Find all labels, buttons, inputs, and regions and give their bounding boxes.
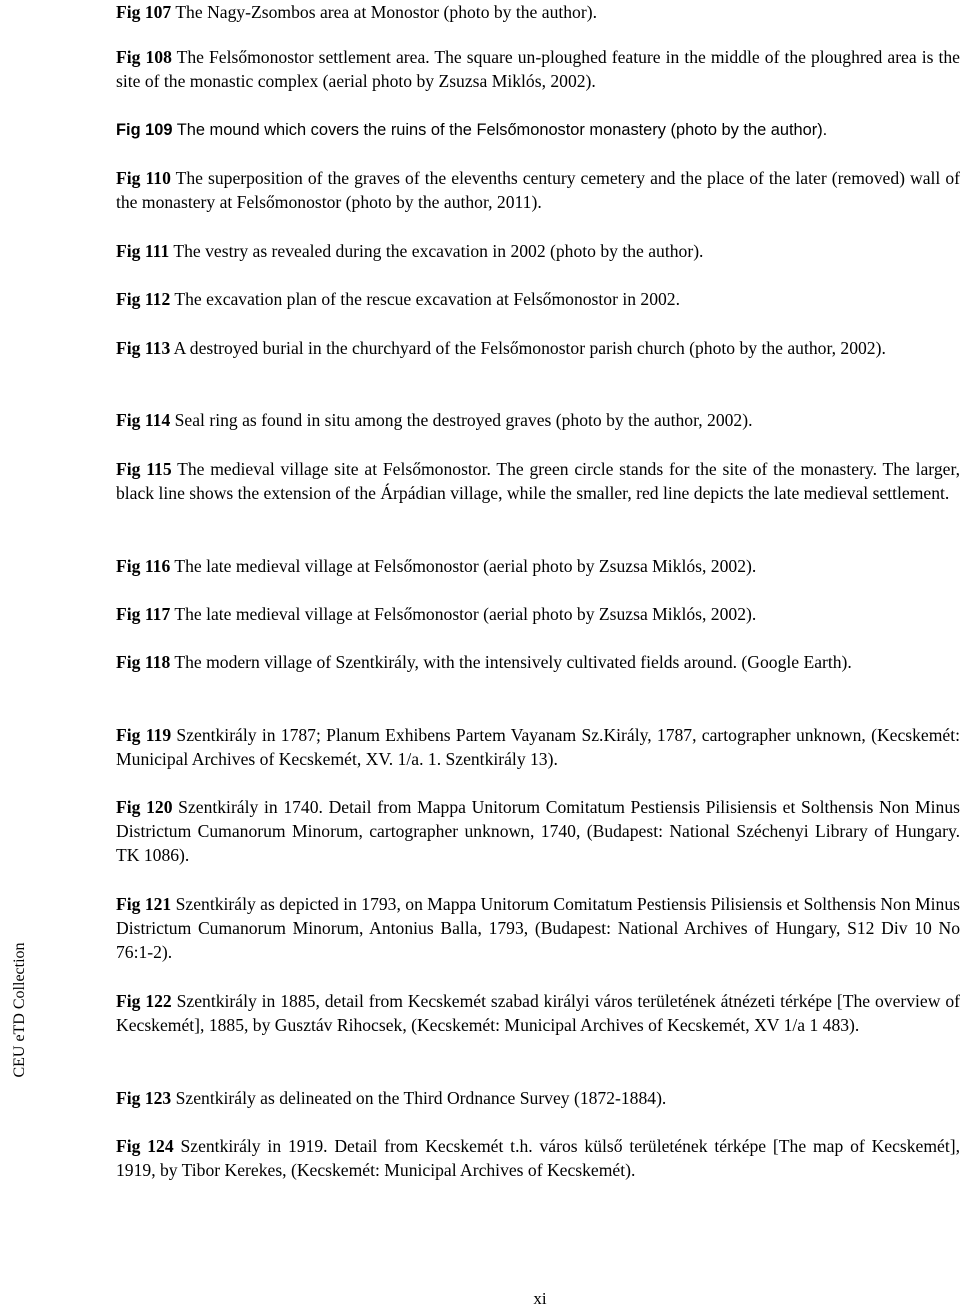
caption-text: Szentkirály as delineated on the Third Ordnance Survey (1872-1884). bbox=[171, 1088, 667, 1108]
caption-number: Fig 118 bbox=[116, 652, 171, 672]
caption-number: Fig 108 bbox=[116, 47, 172, 67]
caption-fig-115 bbox=[116, 457, 960, 505]
caption-fig-123 bbox=[116, 1086, 960, 1110]
caption-fig-111 bbox=[116, 239, 960, 263]
caption-text: Szentkirály in 1740. Detail from Mappa Unitorum Comitatum Pestiensis Pilisiensis et Solthensis Non Minus Districtum Cumanorum Minorum, cartographer unknown, 1740, (Budapest: National Széchenyi Library of Hungary. TK 1086). bbox=[116, 797, 960, 865]
caption-text: The mound which covers the ruins of the Felsőmonostor monastery (photo by the author). bbox=[172, 121, 828, 139]
caption-fig-110 bbox=[116, 166, 960, 214]
caption-text: The modern village of Szentkirály, with the intensively cultivated fields around. (Google Earth). bbox=[170, 652, 852, 672]
caption-number: Fig 111 bbox=[116, 241, 170, 261]
caption-text: The vestry as revealed during the excavation in 2002 (photo by the author). bbox=[169, 241, 704, 261]
caption-number: Fig 122 bbox=[116, 991, 172, 1011]
caption-text: The medieval village site at Felsőmonostor. The green circle stands for the site of the monastery. The larger, black line shows the extension of the Árpádian village, while the smaller, red line depicts the late medieval settlement. bbox=[116, 459, 960, 503]
caption-number: Fig 120 bbox=[116, 797, 173, 817]
caption-fig-113 bbox=[116, 336, 960, 360]
page-number: xi bbox=[533, 1289, 547, 1308]
caption-number: Fig 124 bbox=[116, 1136, 174, 1156]
caption-number: Fig 109 bbox=[116, 121, 173, 139]
caption-text: The superposition of the graves of the elevenths century cemetery and the place of the later (removed) wall of the monastery at Felsőmonostor (photo by the author, 2011). bbox=[116, 168, 960, 212]
caption-text: A destroyed burial in the churchyard of the Felsőmonostor parish church (photo by the author, 2002). bbox=[170, 338, 886, 358]
caption-text: The Felsőmonostor settlement area. The square un-ploughed feature in the middle of the ploughred area is the site of the monastic complex (aerial photo by Zsuzsa Miklós, 2002). bbox=[116, 47, 960, 91]
caption-fig-107 bbox=[116, 0, 960, 24]
caption-fig-116 bbox=[116, 554, 960, 578]
caption-number: Fig 110 bbox=[116, 168, 171, 188]
caption-number: Fig 112 bbox=[116, 289, 171, 309]
caption-fig-118 bbox=[116, 650, 960, 674]
caption-fig-117 bbox=[116, 602, 960, 626]
caption-number: Fig 119 bbox=[116, 725, 172, 745]
collection-watermark: CEU eTD Collection bbox=[11, 942, 28, 1078]
caption-number: Fig 123 bbox=[116, 1088, 172, 1108]
caption-number: Fig 121 bbox=[116, 894, 172, 914]
caption-number: Fig 115 bbox=[116, 459, 172, 479]
caption-number: Fig 114 bbox=[116, 410, 171, 430]
caption-text: The excavation plan of the rescue excavation at Felsőmonostor in 2002. bbox=[170, 289, 680, 309]
caption-fig-112 bbox=[116, 287, 960, 311]
caption-text: Szentkirály as depicted in 1793, on Mappa Unitorum Comitatum Pestiensis Pilisiensis et Solthensis Non Minus Districtum Cumanorum Minorum, Antonius Balla, 1793, (Budapest: National Archives of Hungary, S12 Div 10 No 76:1-2). bbox=[116, 894, 960, 962]
caption-fig-114 bbox=[116, 408, 960, 432]
caption-fig-121 bbox=[116, 892, 960, 964]
caption-number: Fig 117 bbox=[116, 604, 171, 624]
caption-text: Seal ring as found in situ among the destroyed graves (photo by the author, 2002). bbox=[170, 410, 753, 430]
caption-number: Fig 113 bbox=[116, 338, 171, 358]
caption-fig-119 bbox=[116, 723, 960, 771]
caption-text: The late medieval village at Felsőmonostor (aerial photo by Zsuzsa Miklós, 2002). bbox=[170, 604, 757, 624]
caption-number: Fig 107 bbox=[116, 2, 172, 22]
caption-text: Szentkirály in 1787; Planum Exhibens Partem Vayanam Sz.Király, 1787, cartographer unknown, (Kecskemét: Municipal Archives of Kecskemét, XV. 1/a. 1. Szentkirály 13). bbox=[116, 725, 960, 769]
caption-fig-122 bbox=[116, 989, 960, 1037]
caption-fig-108 bbox=[116, 45, 960, 93]
caption-fig-124 bbox=[116, 1134, 960, 1182]
caption-fig-120 bbox=[116, 795, 960, 867]
caption-text: The late medieval village at Felsőmonostor (aerial photo by Zsuzsa Miklós, 2002). bbox=[170, 556, 757, 576]
caption-fig-109 bbox=[116, 118, 960, 142]
caption-number: Fig 116 bbox=[116, 556, 171, 576]
caption-text: Szentkirály in 1919. Detail from Kecskemét t.h. város külső területének térképe [The map of Kecskemét], 1919, by Tibor Kerekes, (Kecskemét: Municipal Archives of Kecskemét). bbox=[116, 1136, 960, 1180]
caption-text: Szentkirály in 1885, detail from Kecskemét szabad királyi város területének átnézeti térképe [The overview of Kecskemét], 1885, by Gusztáv Rihocsek, (Kecskemét: Municipal Archives of Kecskemét, XV 1/a 1 483). bbox=[116, 991, 960, 1035]
caption-text: The Nagy-Zsombos area at Monostor (photo by the author). bbox=[171, 2, 597, 22]
